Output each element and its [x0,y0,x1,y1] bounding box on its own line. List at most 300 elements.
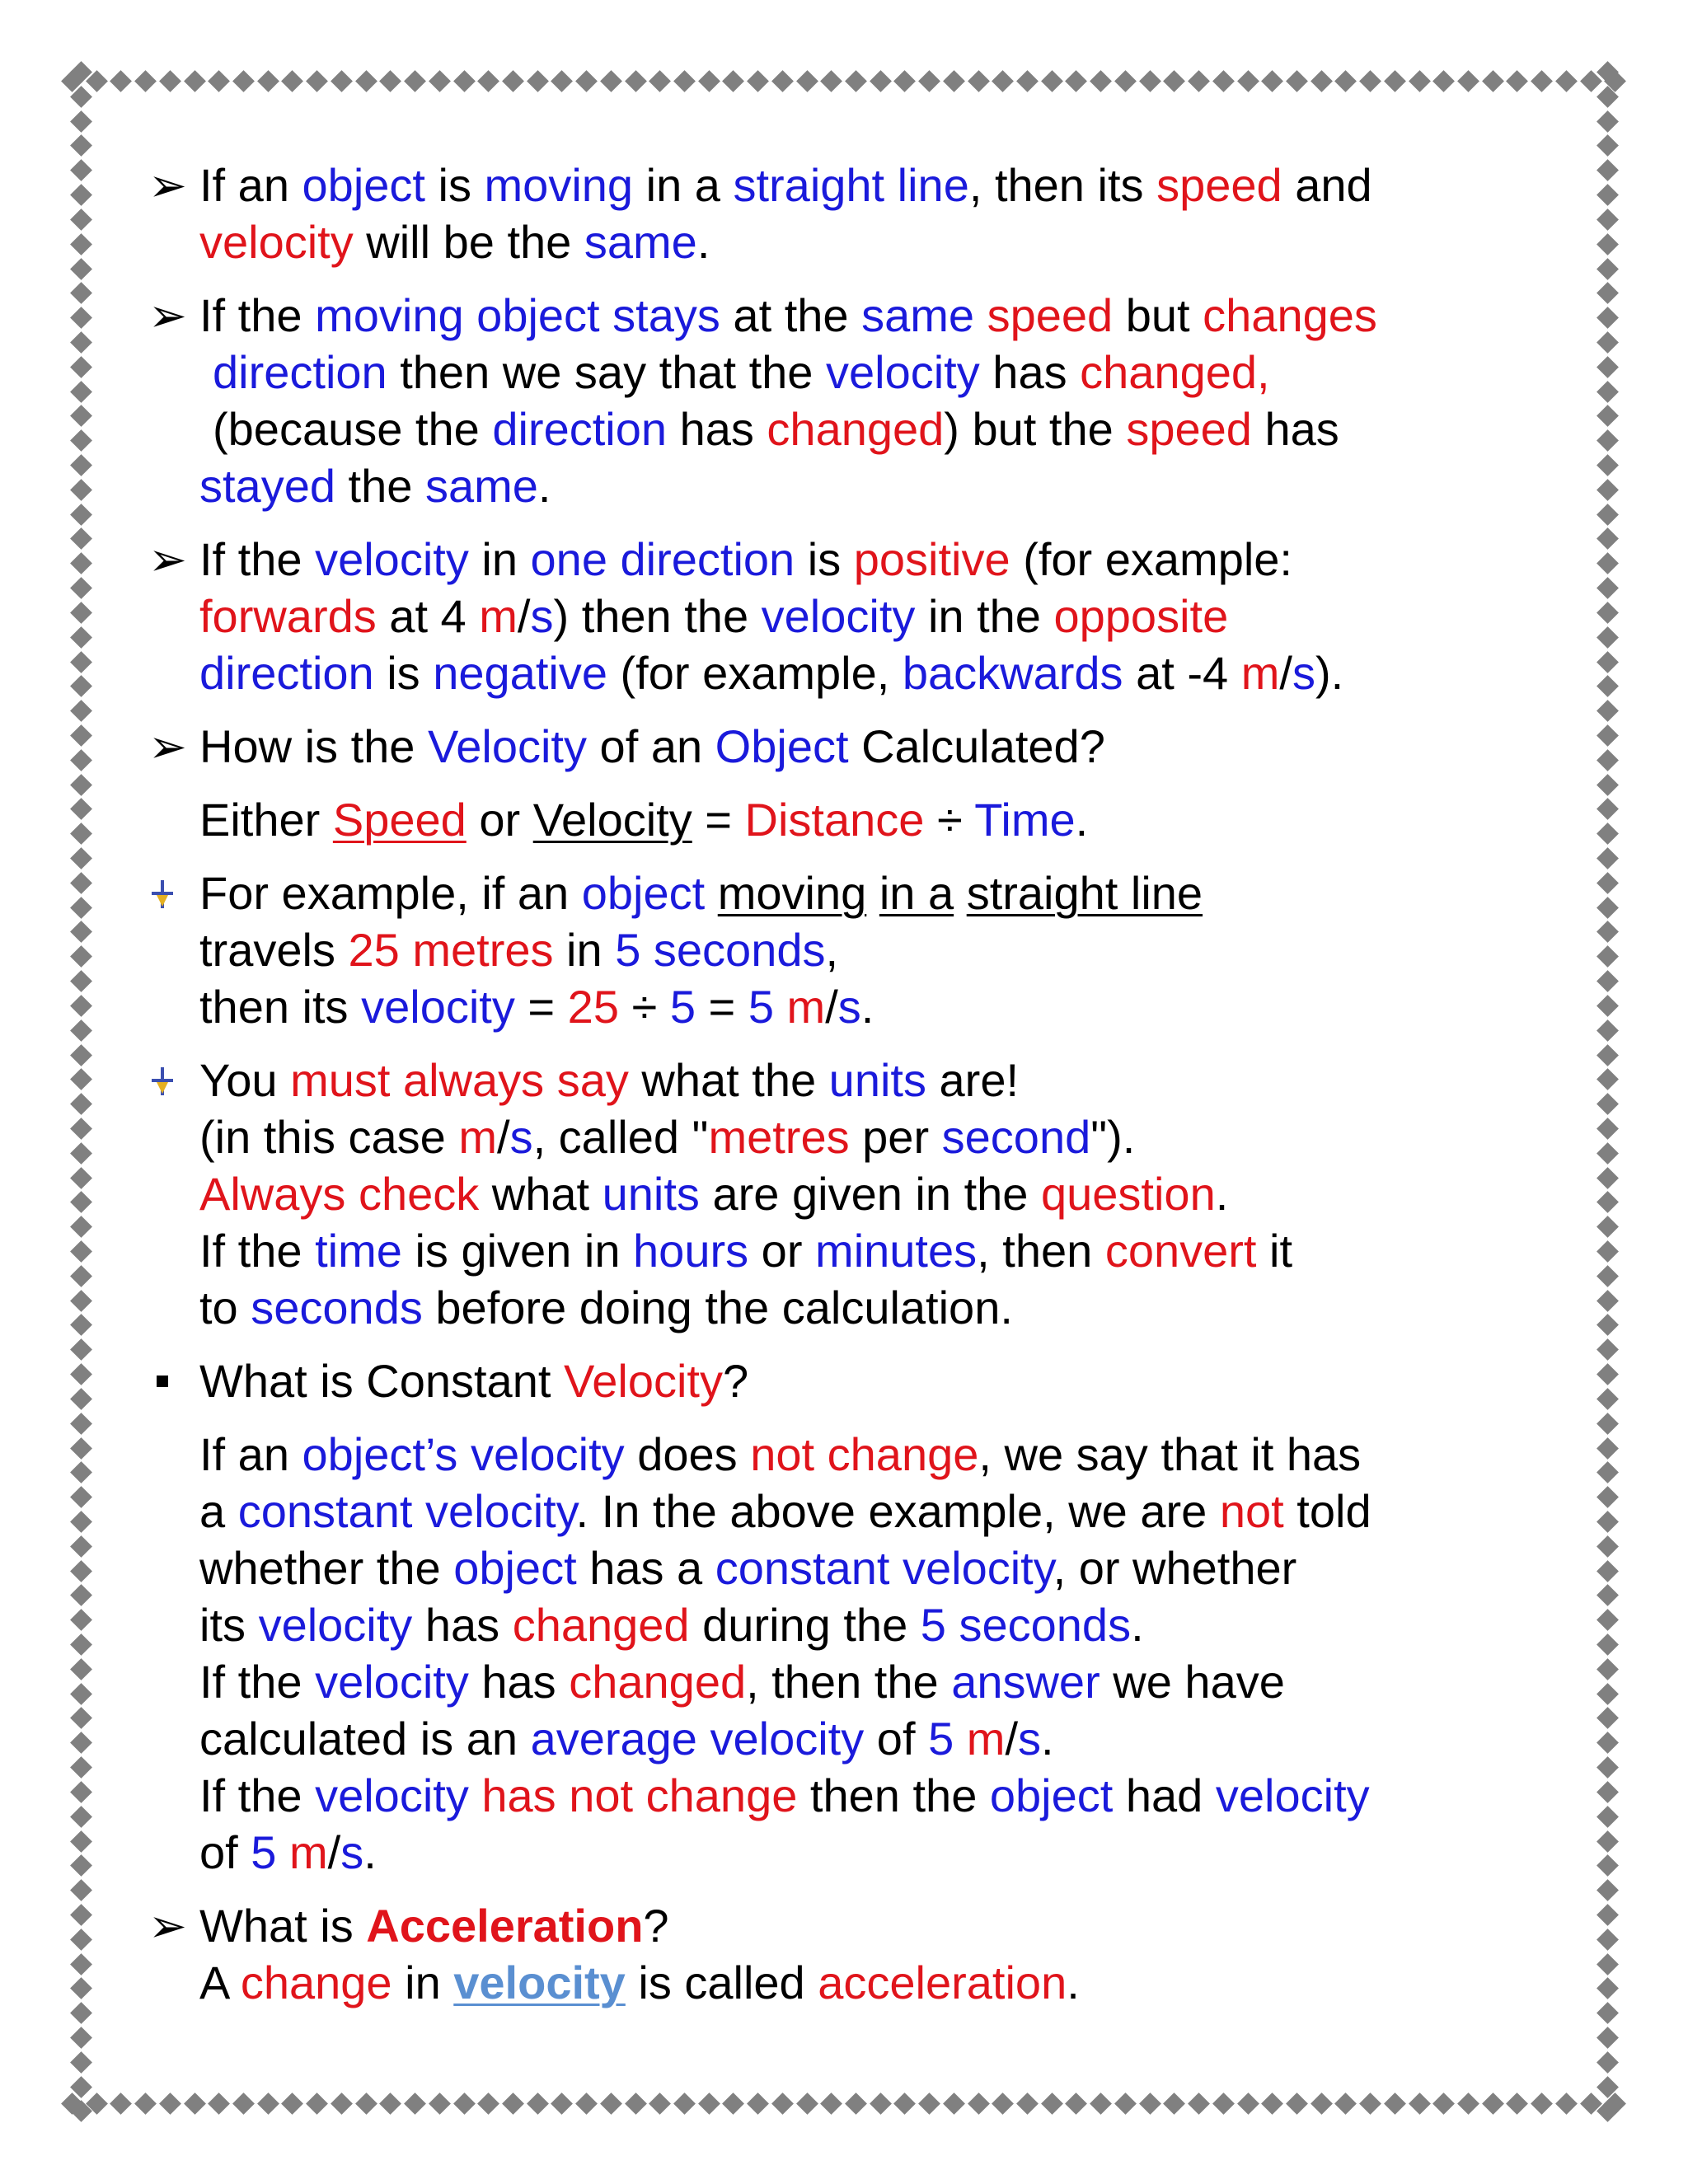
border-diamond-icon [1597,1338,1619,1361]
border-diamond-icon [1597,577,1619,599]
border-diamond-icon [1359,70,1381,92]
text-line: whether the object has a constant velocity, or whether [199,1542,1297,1594]
border-diamond-icon [527,70,549,92]
border-diamond-icon [70,2027,92,2049]
border-diamond-icon [70,1977,92,1999]
constant-velocity-explanation [148,1426,1500,1881]
border-diamond-icon [1359,2093,1381,2115]
border-diamond-icon [70,1191,92,1213]
worksheet-content [148,157,1500,2027]
border-diamond-icon [1212,70,1235,92]
border-diamond-icon [70,651,92,673]
border-diamond-icon [1597,1584,1619,1606]
border-diamond-icon [70,1781,92,1803]
border-diamond-icon [70,1338,92,1361]
border-diamond-icon [1597,429,1619,452]
border-diamond-icon [1597,2002,1619,2024]
border-diamond-icon [1597,331,1619,354]
border-diamond-icon [845,2093,867,2115]
arrow-bullet-icon: ➢ [148,159,187,211]
border-diamond-icon [1016,2093,1039,2115]
border-diamond-icon [1597,135,1619,157]
border-diamond-icon [70,184,92,206]
border-diamond-icon [70,724,92,747]
border-diamond-icon [918,2093,940,2115]
border-diamond-icon [110,70,133,92]
border-diamond-icon [1597,1560,1619,1582]
border-diamond-icon [208,70,230,92]
border-diamond-icon [70,381,92,403]
border-diamond-icon [1597,1290,1619,1312]
border-diamond-icon [1041,2093,1063,2115]
border-diamond-icon [232,2093,255,2115]
border-diamond-icon [1597,1363,1619,1385]
border-diamond-icon [70,2002,92,2024]
border-diamond-icon [70,1904,92,1926]
border-diamond-icon [70,749,92,771]
border-diamond-icon [796,2093,818,2115]
text-line: A change in velocity is called acceleration. [199,1957,1080,2008]
text-line: Always check what units are given in the question. [199,1168,1229,1220]
border-diamond-icon [1482,70,1504,92]
border-diamond-icon [1597,749,1619,771]
border-diamond-icon [134,70,157,92]
border-diamond-icon [796,70,818,92]
border-diamond-icon [870,70,892,92]
border-diamond-icon [70,1879,92,1901]
border-diamond-icon [1597,970,1619,992]
text-line: (in this case m/s, called "metres per second"). [199,1111,1136,1163]
border-diamond-icon [70,159,92,181]
border-diamond-icon [1286,70,1308,92]
border-diamond-icon [453,70,476,92]
arrow-bullet-icon: ➢ [148,1900,187,1952]
border-diamond-icon [70,307,92,329]
border-diamond-icon [1597,995,1619,1017]
border-diamond-icon [1597,356,1619,378]
border-diamond-icon [1597,1191,1619,1213]
border-diamond-icon [70,1854,92,1877]
border-diamond-icon [70,135,92,157]
text-line: to seconds before doing the calculation. [199,1282,1013,1333]
border-diamond-icon [1041,70,1063,92]
point-same-speed-velocity [148,157,1500,270]
border-diamond-icon [70,209,92,231]
border-diamond-icon [1237,2093,1259,2115]
border-diamond-icon [159,2093,181,2115]
border-diamond-icon [1597,1904,1619,1926]
border-diamond-icon [70,921,92,944]
border-diamond-icon [1531,70,1553,92]
text-line: travels 25 metres in 5 seconds, [199,924,839,976]
border-diamond-icon [70,872,92,894]
border-diamond-icon [870,2093,892,2115]
border-diamond-icon [1597,552,1619,574]
border-diamond-icon [1311,70,1333,92]
border-diamond-icon [1597,1708,1619,1730]
border-diamond-icon [70,945,92,968]
border-diamond-icon [70,1093,92,1115]
border-diamond-icon [1457,70,1479,92]
border-diamond-icon [1597,823,1619,845]
border-diamond-icon [551,70,573,92]
text-line: If an object is moving in a straight line, then its speed and [199,159,1372,211]
border-diamond-icon [1188,2093,1210,2115]
border-diamond-icon [306,2093,328,2115]
border-diamond-icon [404,2093,426,2115]
border-diamond-icon [257,2093,279,2115]
text-line: For example, if an object moving in a straight line [199,867,1203,919]
border-diamond-icon [1597,700,1619,722]
border-diamond-icon [918,70,940,92]
text-line: If an object’s velocity does not change, we say that it has [199,1428,1362,1480]
border-diamond-icon [625,2093,647,2115]
border-diamond-icon [845,70,867,92]
border-diamond-icon [575,70,598,92]
border-diamond-icon [429,70,451,92]
border-diamond-icon [70,1683,92,1705]
border-diamond-icon [70,454,92,476]
border-diamond-icon [70,1830,92,1853]
point-acceleration [148,1897,1500,2011]
text-line: stayed the same. [199,460,551,512]
border-diamond-icon [70,995,92,1017]
border-diamond-icon [70,602,92,624]
border-diamond-icon [673,2093,696,2115]
text-line: If the velocity has changed, then the answer we have [199,1656,1285,1708]
border-diamond-icon [1597,479,1619,501]
border-diamond-icon [1597,2101,1619,2123]
border-diamond-icon [502,70,524,92]
velocity-link[interactable]: velocity [453,1957,626,2008]
border-diamond-icon [70,1315,92,1337]
border-diamond-icon [1139,2093,1161,2115]
text-line: How is the Velocity of an Object Calculated? [199,720,1105,772]
border-diamond-icon [70,1363,92,1385]
border-diamond-icon [1597,675,1619,697]
border-diamond-icon [820,70,842,92]
border-diamond-icon [1597,921,1619,944]
text-line: velocity will be the same. [199,216,710,268]
border-diamond-icon [1597,1315,1619,1337]
border-diamond-icon [1597,209,1619,231]
point-constant-velocity-question [148,1352,1500,1409]
text-line: of 5 m/s. [199,1826,377,1878]
border-diamond-icon [1090,70,1112,92]
border-diamond-icon [257,70,279,92]
border-diamond-icon [70,577,92,599]
border-diamond-icon [1597,110,1619,133]
border-diamond-icon [1597,258,1619,280]
border-diamond-icon [1066,2093,1088,2115]
border-diamond-icon [600,2093,622,2115]
border-diamond-icon [1114,2093,1137,2115]
arrow-bullet-icon: ➢ [148,533,187,585]
border-diamond-icon [527,2093,549,2115]
border-diamond-icon [1432,2093,1455,2115]
border-diamond-icon [70,356,92,378]
border-diamond-icon [1597,61,1619,83]
border-diamond-icon [1597,1437,1619,1460]
text-line: its velocity has changed during the 5 seconds. [199,1599,1144,1651]
border-diamond-icon [1384,2093,1406,2115]
border-diamond-icon [722,2093,744,2115]
border-diamond-icon [1597,1142,1619,1165]
border-diamond-icon [70,1461,92,1483]
border-diamond-icon [1597,1093,1619,1115]
border-diamond-icon [771,70,794,92]
border-diamond-icon [502,2093,524,2115]
border-diamond-icon [1597,233,1619,255]
border-diamond-icon [1311,2093,1333,2115]
border-diamond-icon [1555,70,1578,92]
border-diamond-icon [110,2093,133,2115]
border-diamond-icon [70,1290,92,1312]
border-diamond-icon [70,429,92,452]
border-diamond-icon [1237,70,1259,92]
border-diamond-icon [70,61,92,83]
border-diamond-icon [747,2093,769,2115]
border-diamond-icon [1597,381,1619,403]
border-diamond-icon [70,1756,92,1779]
border-diamond-icon [70,1167,92,1189]
border-diamond-icon [70,823,92,845]
border-diamond-icon [70,2051,92,2074]
border-diamond-icon [1016,70,1039,92]
border-diamond-icon [600,70,622,92]
border-diamond-icon [968,70,990,92]
text-line: What is Constant Velocity? [199,1355,749,1407]
border-diamond-icon [1597,2027,1619,2049]
border-diamond-icon [331,2093,353,2115]
decorative-border-right [1591,64,1624,2120]
border-diamond-icon [1555,2093,1578,2115]
text-line: If the time is given in hours or minutes, then convert it [199,1225,1293,1277]
border-diamond-icon [379,2093,401,2115]
border-diamond-icon [1597,1167,1619,1189]
border-diamond-icon [575,2093,598,2115]
border-diamond-icon [1334,2093,1357,2115]
border-diamond-icon [1409,2093,1431,2115]
border-diamond-icon [1597,847,1619,869]
border-diamond-icon [70,700,92,722]
pin-bullet-icon [148,1052,190,1108]
border-diamond-icon [1090,2093,1112,2115]
border-diamond-icon [70,675,92,697]
border-diamond-icon [747,70,769,92]
border-diamond-icon [894,70,917,92]
border-diamond-icon [1597,1265,1619,1287]
border-diamond-icon [70,1142,92,1165]
border-diamond-icon [1597,1240,1619,1263]
border-diamond-icon [282,70,304,92]
border-diamond-icon [70,774,92,796]
border-diamond-icon [943,70,965,92]
border-diamond-icon [894,2093,917,2115]
border-diamond-icon [477,70,499,92]
border-diamond-icon [1597,1118,1619,1140]
border-diamond-icon [70,2076,92,2098]
border-diamond-icon [184,2093,206,2115]
arrow-bullet-icon: ➢ [148,289,187,341]
border-diamond-icon [70,897,92,919]
text-line: direction is negative (for example, backwards at -4 m/s). [199,647,1344,699]
border-diamond-icon [331,70,353,92]
border-diamond-icon [1188,70,1210,92]
border-diamond-icon [70,86,92,108]
border-diamond-icon [70,405,92,427]
border-diamond-icon [1597,1879,1619,1901]
border-diamond-icon [70,1609,92,1631]
border-diamond-icon [1597,504,1619,526]
text-line: direction then we say that the velocity has changed, [213,346,1270,398]
border-diamond-icon [477,2093,499,2115]
border-diamond-icon [70,1265,92,1287]
border-diamond-icon [70,479,92,501]
border-diamond-icon [70,1584,92,1606]
velocity-formula [148,791,1500,848]
border-diamond-icon [771,2093,794,2115]
border-diamond-icon [992,2093,1014,2115]
text-line: then its velocity = 25 ÷ 5 = 5 m/s. [199,981,874,1033]
text-line: calculated is an average velocity of 5 m/s. [199,1713,1054,1765]
border-diamond-icon [1597,86,1619,108]
decorative-border-left [64,64,97,2120]
border-diamond-icon [551,2093,573,2115]
border-diamond-icon [1597,454,1619,476]
border-diamond-icon [673,70,696,92]
border-diamond-icon [1212,2093,1235,2115]
point-changing-direction [148,287,1500,514]
border-diamond-icon [1597,651,1619,673]
text-line: If the moving object stays at the same speed but changes [199,289,1377,341]
pin-bullet-icon [148,865,190,921]
border-diamond-icon [698,70,720,92]
border-diamond-icon [70,331,92,354]
border-diamond-icon [1597,1806,1619,1828]
border-diamond-icon [1597,159,1619,181]
border-diamond-icon [1597,1044,1619,1066]
border-diamond-icon [1597,282,1619,304]
border-diamond-icon [1597,1461,1619,1483]
border-diamond-icon [70,1413,92,1435]
border-diamond-icon [1531,2093,1553,2115]
border-diamond-icon [649,70,671,92]
decorative-border-top [64,64,1624,97]
border-diamond-icon [1597,184,1619,206]
border-diamond-icon [1114,70,1137,92]
border-diamond-icon [1482,2093,1504,2115]
border-diamond-icon [1163,2093,1185,2115]
border-diamond-icon [820,2093,842,2115]
border-diamond-icon [968,2093,990,2115]
border-diamond-icon [1597,2076,1619,2098]
border-diamond-icon [1597,1854,1619,1877]
border-diamond-icon [1597,1929,1619,1951]
border-diamond-icon [1597,1830,1619,1853]
border-diamond-icon [698,2093,720,2115]
border-diamond-icon [70,1633,92,1656]
border-diamond-icon [1597,1609,1619,1631]
border-diamond-icon [70,258,92,280]
border-diamond-icon [70,504,92,526]
border-diamond-icon [1597,1388,1619,1410]
border-diamond-icon [70,1486,92,1508]
border-diamond-icon [70,1929,92,1951]
border-diamond-icon [722,70,744,92]
border-diamond-icon [70,1560,92,1582]
text-line: (because the direction has changed) but the speed has [213,403,1339,455]
border-diamond-icon [1597,945,1619,968]
decorative-border-bottom [64,2087,1624,2120]
border-diamond-icon [70,233,92,255]
border-diamond-icon [1066,70,1088,92]
border-diamond-icon [208,2093,230,2115]
border-diamond-icon [1597,1068,1619,1090]
text-line: If the velocity has not change then the object had velocity [199,1769,1370,1821]
border-diamond-icon [1597,1683,1619,1705]
border-diamond-icon [70,110,92,133]
border-diamond-icon [1139,70,1161,92]
point-how-calculated [148,718,1500,775]
border-diamond-icon [70,1511,92,1533]
border-diamond-icon [70,1658,92,1680]
border-diamond-icon [282,2093,304,2115]
border-diamond-icon [70,2101,92,2123]
border-diamond-icon [1597,1732,1619,1754]
border-diamond-icon [70,552,92,574]
border-diamond-icon [1597,626,1619,649]
border-diamond-icon [70,798,92,820]
border-diamond-icon [1597,1019,1619,1042]
border-diamond-icon [70,1240,92,1263]
border-diamond-icon [70,1732,92,1754]
border-diamond-icon [355,70,377,92]
border-diamond-icon [1432,70,1455,92]
border-diamond-icon [70,1019,92,1042]
border-diamond-icon [306,70,328,92]
text-line: You must always say what the units are! [199,1054,1020,1106]
border-diamond-icon [943,2093,965,2115]
border-diamond-icon [1506,2093,1528,2115]
text-line: forwards at 4 m/s) then the velocity in the opposite [199,590,1229,642]
border-diamond-icon [70,970,92,992]
border-diamond-icon [1597,1216,1619,1238]
border-diamond-icon [70,1535,92,1558]
border-diamond-icon [184,70,206,92]
border-diamond-icon [1457,2093,1479,2115]
border-diamond-icon [1597,1977,1619,1999]
border-diamond-icon [1597,1781,1619,1803]
text-line: a constant velocity. In the above example, we are not told [199,1485,1372,1537]
border-diamond-icon [70,1708,92,1730]
border-diamond-icon [1597,602,1619,624]
border-diamond-icon [70,1953,92,1975]
border-diamond-icon [1334,70,1357,92]
border-diamond-icon [232,70,255,92]
point-example-calculation [148,865,1500,1035]
border-diamond-icon [1384,70,1406,92]
border-diamond-icon [429,2093,451,2115]
text-line: What is Acceleration? [199,1900,669,1952]
border-diamond-icon [1597,528,1619,551]
border-diamond-icon [1597,897,1619,919]
border-diamond-icon [70,1437,92,1460]
border-diamond-icon [1163,70,1185,92]
text-line: Either Speed or Velocity = Distance ÷ Time. [199,794,1089,846]
border-diamond-icon [1597,1413,1619,1435]
border-diamond-icon [453,2093,476,2115]
